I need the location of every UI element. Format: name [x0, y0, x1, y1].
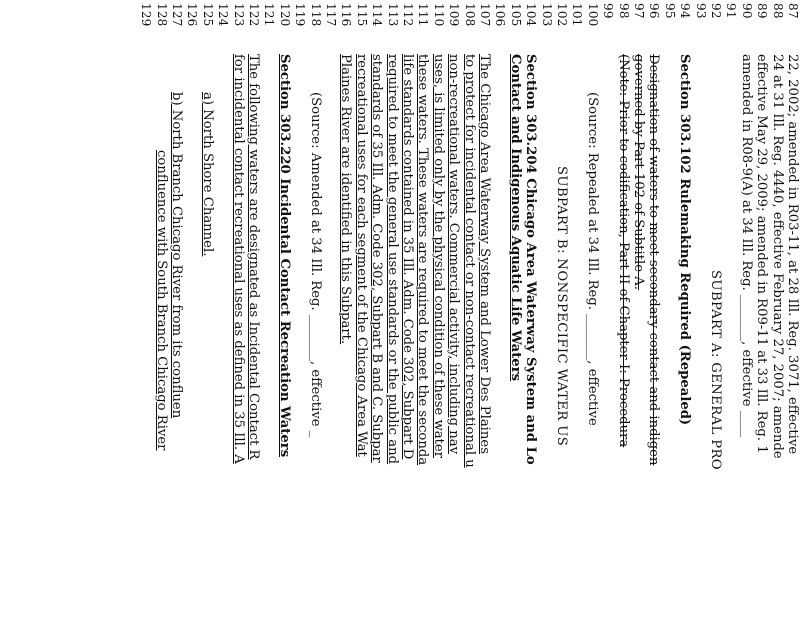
- subpart-a-heading: SUBPART A: GENERAL PRO: [708, 270, 723, 471]
- line-number: 106: [493, 3, 508, 27]
- line-number: 103: [539, 3, 554, 27]
- line-92: [708, 0, 723, 618]
- line-89: [754, 0, 769, 618]
- line-number: 126: [185, 3, 200, 27]
- line-121: [261, 0, 276, 618]
- line-number: 98: [616, 3, 631, 19]
- line-number: 115: [354, 3, 369, 27]
- line-number: 94: [678, 3, 693, 19]
- line-text: 22, 2002; amended in R03-11, at 28 Ill. Reg. 3071, effective: [785, 54, 800, 455]
- line-113: [384, 0, 399, 618]
- line-number: 111: [416, 3, 431, 27]
- line-number: 118: [308, 3, 323, 27]
- line-text: The Chicago Area Waterway System and Lower Des Plaines: [477, 54, 492, 454]
- line-111: [415, 0, 430, 618]
- line-number: 129: [139, 3, 154, 27]
- line-number: 117: [324, 3, 338, 27]
- line-110: [430, 0, 445, 618]
- list-item-a: a) North Shore Channel.: [199, 92, 215, 257]
- line-118: [307, 0, 322, 618]
- line-number: 105: [508, 3, 523, 27]
- section-303-204-heading: Section 303.204 Chicago Area Waterway System and Lo: [523, 54, 539, 465]
- line-text: for incidental contact recreational uses as defined in 35 Ill. A: [230, 54, 246, 464]
- line-number: 113: [385, 3, 400, 27]
- source-note: (Source: Repealed at 34 Ill. Reg. _______, effective: [584, 92, 600, 426]
- line-text: The following waters are designated as Incidental Contact R: [246, 54, 261, 460]
- line-88: [769, 0, 784, 618]
- line-number: 123: [231, 3, 246, 27]
- line-number: 88: [770, 3, 785, 19]
- line-text: amended in R08-9(A) at 34 Ill. Reg. _______, effective ____: [738, 54, 754, 438]
- line-number: 112: [401, 3, 415, 27]
- line-107: [477, 0, 492, 618]
- line-number: 90: [739, 3, 754, 19]
- line-103: [538, 0, 553, 618]
- source-note: (Source: Amended at 34 Ill. Reg. _______, effective _: [307, 92, 323, 438]
- line-129: [138, 0, 153, 618]
- line-text: required to meet the general use standards or the public and: [384, 54, 400, 465]
- line-number: 120: [277, 3, 292, 27]
- line-99: [600, 0, 615, 618]
- line-117: [323, 0, 338, 618]
- line-124: [215, 0, 230, 618]
- line-number: 101: [570, 3, 585, 27]
- subpart-b-heading: SUBPART B: NONSPECIFIC WATER US: [554, 166, 569, 447]
- line-125: [199, 0, 214, 618]
- line-text: these waters. These waters are required to meet the seconda: [415, 54, 431, 466]
- line-number: 104: [524, 3, 539, 27]
- line-number: 121: [262, 3, 277, 27]
- line-number: 122: [247, 3, 261, 27]
- line-119: [292, 0, 307, 618]
- line-number: 93: [693, 3, 708, 19]
- line-104: [523, 0, 538, 618]
- line-number: 110: [431, 3, 446, 27]
- line-number: 124: [216, 3, 231, 27]
- line-number: 89: [755, 3, 770, 19]
- line-127: [169, 0, 184, 618]
- line-text: uses, is limited only by the physical condition of these water: [430, 54, 446, 459]
- section-303-204-heading-cont: Contact and Indigenous Aquatic Life Waters: [507, 54, 523, 382]
- line-number: 107: [478, 3, 492, 27]
- line-number: 99: [601, 3, 616, 19]
- line-95: [661, 0, 676, 618]
- line-text: 24 at 31 Ill. Reg. 4440, effective February 27, 2007; amende: [769, 54, 785, 459]
- line-100: [584, 0, 599, 618]
- line-text: effective May 29, 2009; amended in R09-11 at 33 Ill. Reg. 1: [754, 54, 770, 454]
- line-number: 119: [293, 3, 308, 27]
- line-number: 108: [462, 3, 477, 27]
- section-303-220-heading: Section 303.220 Incidental Contact Recreation Waters: [276, 54, 292, 458]
- list-item-b-cont: confluence with South Branch Chicago River: [153, 150, 169, 451]
- line-number: 102: [555, 3, 569, 27]
- line-number: 92: [709, 3, 723, 19]
- line-text: standards of 35 Ill. Adm. Code 302, Subpart B and C. Subpar: [369, 54, 385, 463]
- line-number: 127: [170, 3, 184, 27]
- line-102: [554, 0, 569, 618]
- line-text: Designation of waters to meet secondary contact and indigen: [646, 54, 662, 466]
- line-90: [738, 0, 753, 618]
- line-number: 91: [724, 3, 739, 19]
- line-116: [338, 0, 353, 618]
- line-text: Plaines River are identified in this Subpart.: [338, 54, 354, 345]
- line-text: life standards contained in 35 Ill. Adm. Code 302, Subpart D: [400, 54, 415, 460]
- line-number: 125: [200, 3, 215, 27]
- line-87: [785, 0, 800, 618]
- line-text: governed by Part 102 of Subtitle A.: [631, 54, 646, 290]
- line-number: 116: [339, 3, 354, 27]
- line-114: [369, 0, 384, 618]
- line-101: [569, 0, 584, 618]
- line-94: [677, 0, 692, 618]
- list-item-b: b) North Branch Chicago River from its confluen: [169, 92, 184, 419]
- line-97: [631, 0, 646, 618]
- line-122: [246, 0, 261, 618]
- line-108: [461, 0, 476, 618]
- line-105: [507, 0, 522, 618]
- line-93: [692, 0, 707, 618]
- line-text: to protect for incidental contact or non-contact recreational u: [461, 54, 477, 468]
- line-98: [615, 0, 630, 618]
- line-text: (Note: Prior to codification, Part II of Chapter I: Procedura: [615, 54, 631, 448]
- line-text: non-recreational waters. Commercial activity, including nav: [446, 54, 462, 455]
- line-123: [230, 0, 245, 618]
- line-96: [646, 0, 661, 618]
- line-number: 100: [585, 3, 600, 27]
- line-number: 97: [632, 3, 646, 19]
- line-number: 114: [370, 3, 385, 27]
- section-303-102-heading: Section 303.102 Rulemaking Required (Repealed): [677, 54, 693, 426]
- line-126: [184, 0, 199, 618]
- line-91: [723, 0, 738, 618]
- line-128: [153, 0, 168, 618]
- line-number: 95: [662, 3, 677, 19]
- line-number: 109: [447, 3, 462, 27]
- line-120: [276, 0, 291, 618]
- line-text: recreational uses for each segment of the Chicago Area Wat: [353, 54, 369, 457]
- line-109: [446, 0, 461, 618]
- line-106: [492, 0, 507, 618]
- line-115: [353, 0, 368, 618]
- line-number: 128: [154, 3, 169, 27]
- line-number: 87: [786, 3, 800, 19]
- line-number: 96: [647, 3, 662, 19]
- line-112: [400, 0, 415, 618]
